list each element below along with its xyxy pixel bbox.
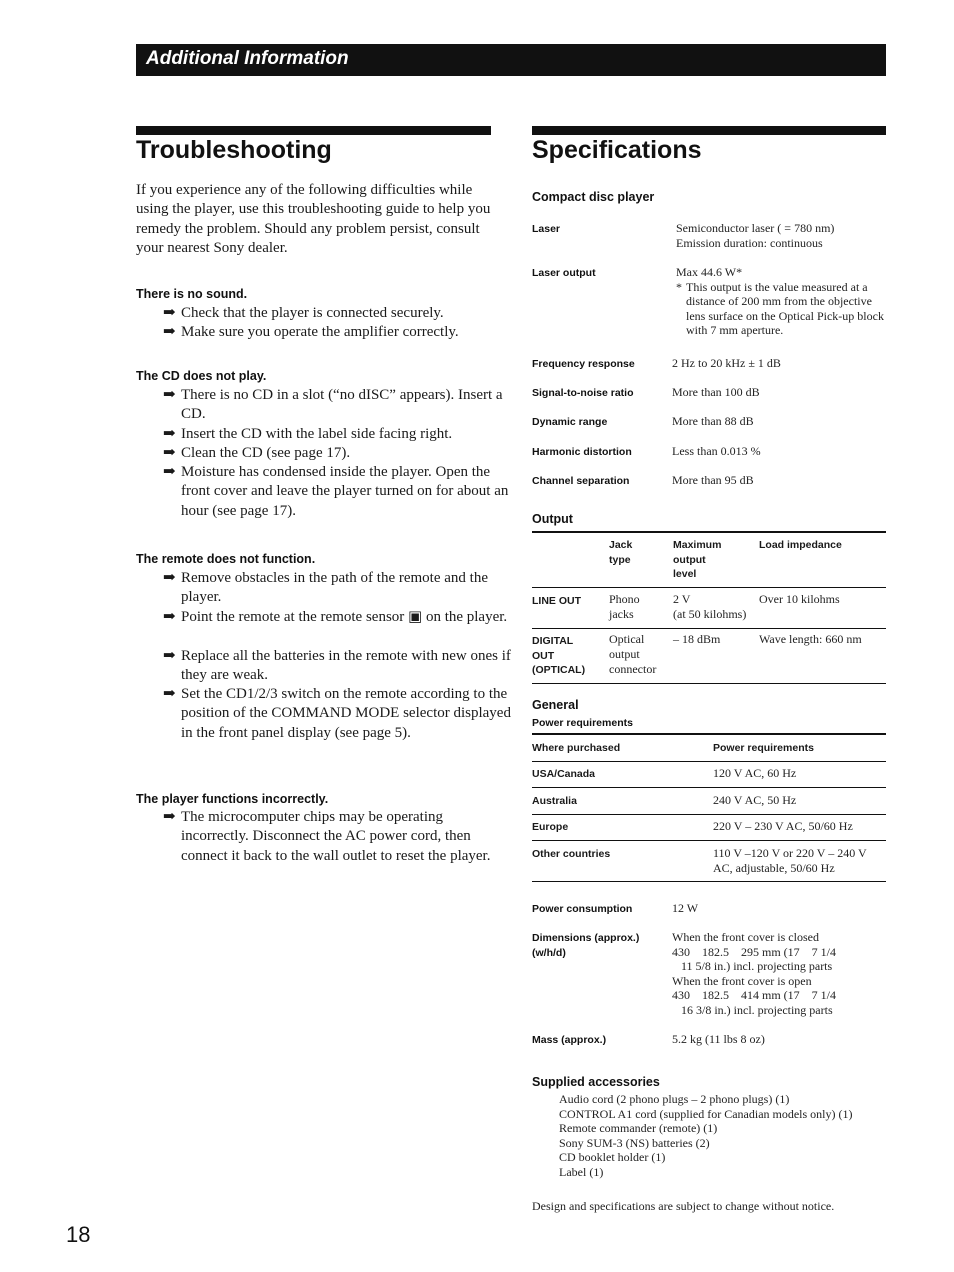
list-item: ➡ Point the remote at the remote sensor ▣ on the player.	[163, 608, 511, 627]
region-other: Other countries	[532, 848, 611, 860]
snr-value: More than 100 dB	[672, 385, 760, 399]
power-table-rule	[532, 840, 886, 841]
laser-output-label: Laser output	[532, 267, 596, 279]
power-table-rule	[532, 814, 886, 815]
laser-output-value: Max 44.6 W* * This output is the value measured at a distance of 200 mm from the objective lens surface on the Optical Pick-up block with 7 mm aperture.	[676, 265, 884, 338]
cd-section-title: Compact disc player	[532, 190, 655, 204]
harmonic-distortion-value: Less than 0.013 %	[672, 444, 761, 458]
region-usa-canada: USA/Canada	[532, 768, 596, 780]
output-table-bottom-rule	[532, 683, 886, 684]
mass-value: 5.2 kg (11 lbs 8 oz)	[672, 1032, 765, 1046]
output-table-top-rule	[532, 531, 886, 533]
list-item: ➡ Replace all the batteries in the remote with new ones if they are weak.	[163, 648, 511, 684]
arrow-icon: ➡	[163, 445, 176, 461]
arrow-icon: ➡	[163, 426, 176, 442]
section-header-title: Additional Information	[146, 48, 349, 69]
power-consumption-label: Power consumption	[532, 903, 633, 915]
harmonic-distortion-label: Harmonic distortion	[532, 446, 632, 458]
arrow-icon: ➡	[163, 686, 176, 702]
troubleshooting-intro: If you experience any of the following difficulties while using the player, use this troubleshooting guide to help you remedy the problem. Should any problem persist, consult your nearest Sony dealer.	[136, 182, 491, 257]
problem-heading-incorrect: The player functions incorrectly.	[136, 792, 329, 806]
arrow-icon: ➡	[163, 324, 176, 340]
list-item: ➡ Check that the player is connected securely.	[163, 304, 511, 323]
arrow-icon: ➡	[163, 305, 176, 321]
line-out-load: Over 10 kilohms	[759, 592, 840, 606]
region-australia: Australia	[532, 795, 577, 807]
footer-note: Design and specifications are subject to change without notice.	[532, 1199, 835, 1213]
power-other: 110 V –120 V or 220 V – 240 V AC, adjustable, 50/60 Hz	[713, 846, 867, 875]
digital-out-label: DIGITAL OUT (OPTICAL)	[532, 635, 586, 676]
list-item: ➡ There is no CD in a slot (“no dISC” appears). Insert a CD.	[163, 387, 503, 423]
list-item: CONTROL A1 cord (supplied for Canadian models only) (1)	[559, 1106, 853, 1121]
arrow-icon: ➡	[163, 609, 176, 625]
list-item: ➡ Moisture has condensed inside the player. Open the front cover and leave the player turned on for about an hour (see page 17).	[163, 464, 509, 519]
region-europe: Europe	[532, 821, 569, 833]
power-europe: 220 V – 230 V AC, 50/60 Hz	[713, 819, 853, 833]
problem-heading-no-sound: There is no sound.	[136, 287, 248, 301]
power-australia: 240 V AC, 50 Hz	[713, 793, 797, 807]
specifications-title: Specifications	[532, 136, 702, 164]
dynamic-range-value: More than 88 dB	[672, 414, 754, 428]
list-item: ➡ Clean the CD (see page 17).	[163, 444, 511, 463]
troubleshooting-title: Troubleshooting	[136, 136, 332, 164]
power-table-top-rule	[532, 733, 886, 735]
troubleshooting-rule	[136, 126, 491, 135]
arrow-icon: ➡	[163, 570, 176, 586]
list-item: Label (1)	[559, 1164, 604, 1179]
frequency-response-label: Frequency response	[532, 358, 635, 370]
problem-heading-cd-not-play: The CD does not play.	[136, 369, 267, 383]
output-header-load: Load impedance	[759, 539, 842, 551]
list-item: Sony SUM-3 (NS) batteries (2)	[559, 1135, 710, 1150]
power-table-rule	[532, 787, 886, 788]
dynamic-range-label: Dynamic range	[532, 416, 608, 428]
snr-label: Signal-to-noise ratio	[532, 387, 634, 399]
laser-value: Semiconductor laser ( = 780 nm) Emission duration: continuous	[676, 221, 835, 250]
frequency-response-value: 2 Hz to 20 kHz ± 1 dB	[672, 356, 781, 370]
digital-out-max: – 18 dBm	[673, 632, 721, 646]
power-header-where: Where purchased	[532, 742, 621, 754]
dimensions-value: When the front cover is closed 430 182.5 295 mm (17 7 1/4 11 5/8 in.) incl. projecting parts When the front cover is open 430 182.5 414 mm (17 7 1/4 16 3/8 in.) incl. projecting parts	[672, 930, 836, 1017]
output-section-title: Output	[532, 512, 573, 526]
list-item: Audio cord (2 phono plugs – 2 phono plugs) (1)	[559, 1092, 790, 1106]
output-header-max: Maximum output level	[673, 539, 722, 580]
power-usa-canada: 120 V AC, 60 Hz	[713, 766, 797, 780]
list-item: ➡ The microcomputer chips may be operating incorrectly. Disconnect the AC power cord, then connect it back to the wall outlet to reset the player.	[163, 809, 491, 864]
channel-separation-value: More than 95 dB	[672, 473, 754, 487]
power-consumption-value: 12 W	[672, 901, 699, 915]
power-requirements-subtitle: Power requirements	[532, 717, 633, 729]
list-item: ➡ Set the CD1/2/3 switch on the remote according to the position of the COMMAND MODE selector displayed in the front panel display (see page 5).	[163, 686, 511, 741]
digital-out-load: Wave length: 660 nm	[759, 632, 862, 646]
power-header-power: Power requirements	[713, 742, 814, 754]
list-item: ➡ Insert the CD with the label side facing right.	[163, 425, 511, 444]
accessories-list	[559, 1092, 886, 1180]
output-table-rule	[532, 628, 886, 629]
specifications-rule	[532, 126, 886, 135]
dimensions-label: Dimensions (approx.) (w/h/d)	[532, 932, 640, 959]
line-out-max: 2 V (at 50 kilohms)	[673, 592, 747, 621]
channel-separation-label: Channel separation	[532, 475, 630, 487]
arrow-icon: ➡	[163, 648, 176, 664]
general-section-title: General	[532, 698, 579, 712]
digital-out-jack: Optical output connector	[609, 632, 657, 676]
line-out-label: LINE OUT	[532, 595, 581, 607]
list-item: ➡ Make sure you operate the amplifier correctly.	[163, 323, 511, 342]
list-item: Remote commander (remote) (1)	[559, 1121, 718, 1136]
power-table-rule	[532, 761, 886, 762]
power-table-bottom-rule	[532, 881, 886, 882]
list-item: ➡ Remove obstacles in the path of the remote and the player.	[163, 570, 488, 606]
output-table-rule	[532, 587, 886, 588]
line-out-jack: Phono jacks	[609, 592, 640, 621]
section-header-bar	[136, 44, 886, 76]
page-number: 18	[66, 1222, 91, 1247]
output-header-jack: Jack type	[609, 539, 633, 566]
arrow-icon: ➡	[163, 809, 176, 825]
mass-label: Mass (approx.)	[532, 1034, 607, 1046]
problem-heading-remote: The remote does not function.	[136, 552, 316, 566]
arrow-icon: ➡	[163, 387, 176, 403]
accessories-title: Supplied accessories	[532, 1075, 660, 1089]
arrow-icon: ➡	[163, 464, 176, 480]
list-item: CD booklet holder (1)	[559, 1150, 666, 1165]
laser-label: Laser	[532, 223, 561, 235]
